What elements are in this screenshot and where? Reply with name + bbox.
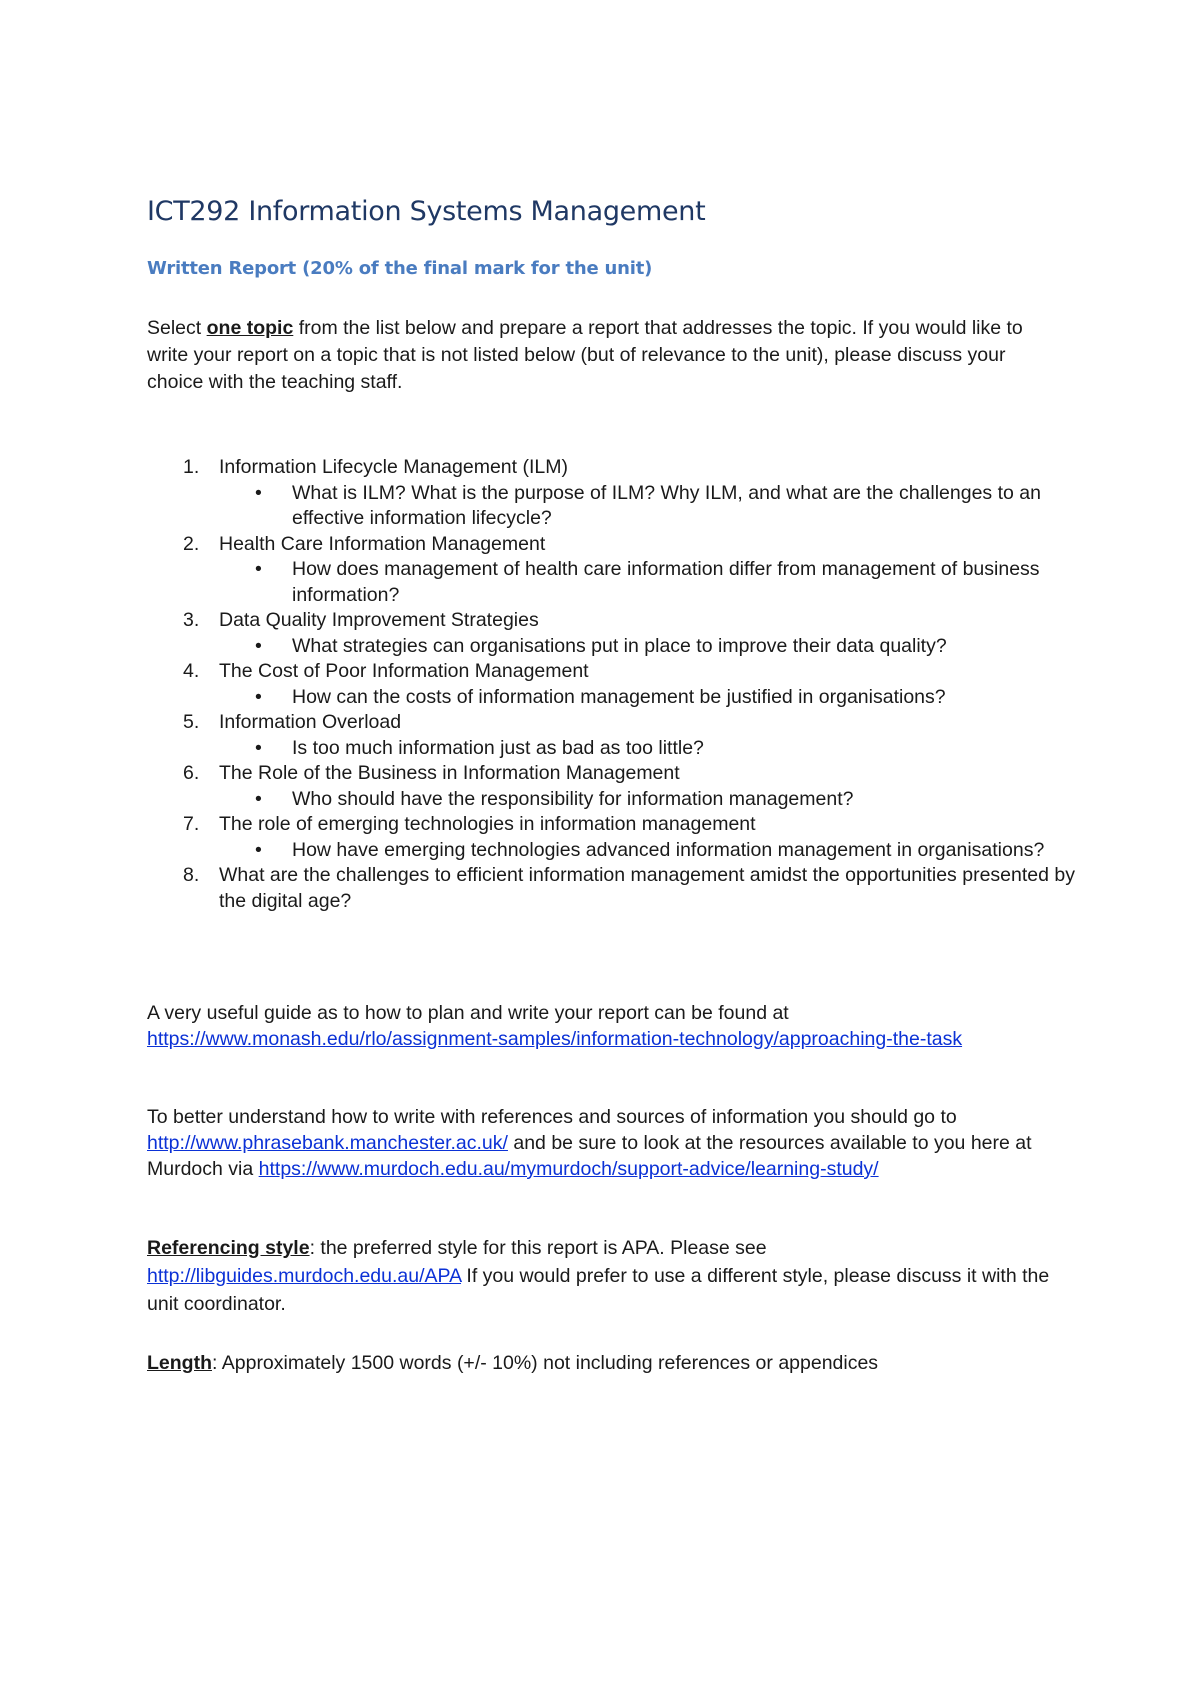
guide-text: A very useful guide as to how to plan and write your report can be found at — [147, 1002, 789, 1024]
apa-guide-link[interactable]: http://libguides.murdoch.edu.au/APA — [147, 1265, 462, 1287]
phrasebank-link[interactable]: http://www.phrasebank.manchester.ac.uk/ — [147, 1132, 508, 1154]
topic-number: 2. — [183, 532, 200, 555]
topic-question — [219, 736, 1080, 762]
topic-questions — [219, 481, 1080, 532]
topic-question — [219, 634, 1080, 660]
length-label: Length — [147, 1352, 212, 1374]
topic-number: 3. — [183, 609, 200, 631]
topic-questions — [219, 787, 1080, 813]
bullet-icon: • — [255, 838, 262, 861]
topic-number: 6. — [183, 762, 200, 784]
topic-question-text: Who should have the responsibility for information management? — [292, 787, 854, 810]
bullet-icon: • — [255, 685, 262, 708]
topic-question — [219, 557, 1080, 608]
sources-text-2: and be sure to look at the resources available to you here at Murdoch via — [147, 1132, 1032, 1180]
topic-questions — [219, 634, 1080, 660]
topic-number: 4. — [183, 660, 200, 682]
topic-title: Data Quality Improvement Strategies — [219, 609, 539, 631]
topic-questions — [219, 685, 1080, 711]
murdoch-support-link[interactable]: https://www.murdoch.edu.au/mymurdoch/support-advice/learning-study/ — [258, 1158, 879, 1180]
referencing-text-2: If you would prefer to use a different style, please discuss it with the unit coordinator. — [147, 1265, 1050, 1315]
intro-text-end: from the list below and prepare a report that addresses the topic. If you would like to write your report on a topic that is not listed below (but of relevance to the unit), please discuss your choice with the teaching staff. — [147, 317, 1023, 393]
topic-number: 7. — [183, 813, 200, 835]
document-subtitle: Written Report (20% of the final mark for the unit) — [147, 258, 653, 279]
monash-guide-link[interactable]: https://www.monash.edu/rlo/assignment-samples/information-technology/approaching-the-task — [147, 1028, 963, 1050]
topic-number: 5. — [183, 711, 200, 733]
referencing-text-1: : the preferred style for this report is APA. Please see — [309, 1237, 767, 1259]
topic-question-text: How does management of health care information differ from management of business information? — [292, 558, 1040, 606]
bullet-icon: • — [255, 634, 262, 657]
topic-item — [180, 608, 1080, 659]
topic-number: 8. — [183, 864, 200, 886]
topic-question — [219, 787, 1080, 813]
topic-question-text: What is ILM? What is the purpose of ILM? Why ILM, and what are the challenges to an effective information lifecycle? — [292, 481, 1041, 529]
bullet-icon: • — [255, 736, 262, 759]
document-title: ICT292 Information Systems Management — [147, 196, 706, 227]
sources-paragraph — [147, 1104, 1067, 1182]
topic-question-text: How can the costs of information management be justified in organisations? — [292, 685, 946, 708]
topic-list — [180, 455, 1080, 914]
topic-title: Information Overload — [219, 711, 402, 733]
topic-question — [219, 838, 1080, 864]
topic-item — [180, 710, 1080, 761]
length-paragraph — [147, 1350, 1067, 1377]
topic-questions — [219, 557, 1080, 608]
topic-question-text: What strategies can organisations put in place to improve their data quality? — [292, 634, 947, 657]
topic-question-text: Is too much information just as bad as too little? — [292, 736, 704, 759]
referencing-label: Referencing style — [147, 1237, 310, 1259]
length-text: : Approximately 1500 words (+/- 10%) not including references or appendices — [211, 1352, 879, 1374]
guide-paragraph — [147, 1000, 1067, 1052]
topic-title: The Role of the Business in Information Management — [219, 762, 680, 784]
topic-item — [180, 812, 1080, 863]
topic-title: Information Lifecycle Management (ILM) — [219, 456, 568, 478]
topic-question — [219, 481, 1080, 532]
topic-question-text: How have emerging technologies advanced information management in organisations? — [292, 838, 1045, 861]
intro-text-start: Select — [147, 317, 207, 339]
bullet-icon: • — [255, 558, 262, 580]
topic-title: The role of emerging technologies in information management — [219, 813, 756, 835]
topic-title: The Cost of Poor Information Management — [219, 660, 589, 682]
topic-title: Health Care Information Management — [219, 532, 546, 555]
topic-number: 1. — [183, 456, 200, 478]
topic-item — [180, 532, 1080, 609]
bullet-icon: • — [255, 787, 262, 810]
topic-title: What are the challenges to efficient information management amidst the opportunities presented by the digital age? — [219, 864, 1075, 912]
topic-questions — [219, 736, 1080, 762]
topic-question — [219, 685, 1080, 711]
topic-item — [180, 863, 1080, 914]
referencing-paragraph — [147, 1234, 1067, 1318]
topic-item — [180, 659, 1080, 710]
intro-paragraph — [147, 315, 1067, 396]
bullet-icon: • — [255, 481, 262, 504]
intro-emphasis: one topic — [206, 317, 294, 339]
sources-text-1: To better understand how to write with references and sources of information you should go to — [147, 1106, 957, 1128]
topic-item — [180, 455, 1080, 532]
topic-questions — [219, 838, 1080, 864]
topic-item — [180, 761, 1080, 812]
